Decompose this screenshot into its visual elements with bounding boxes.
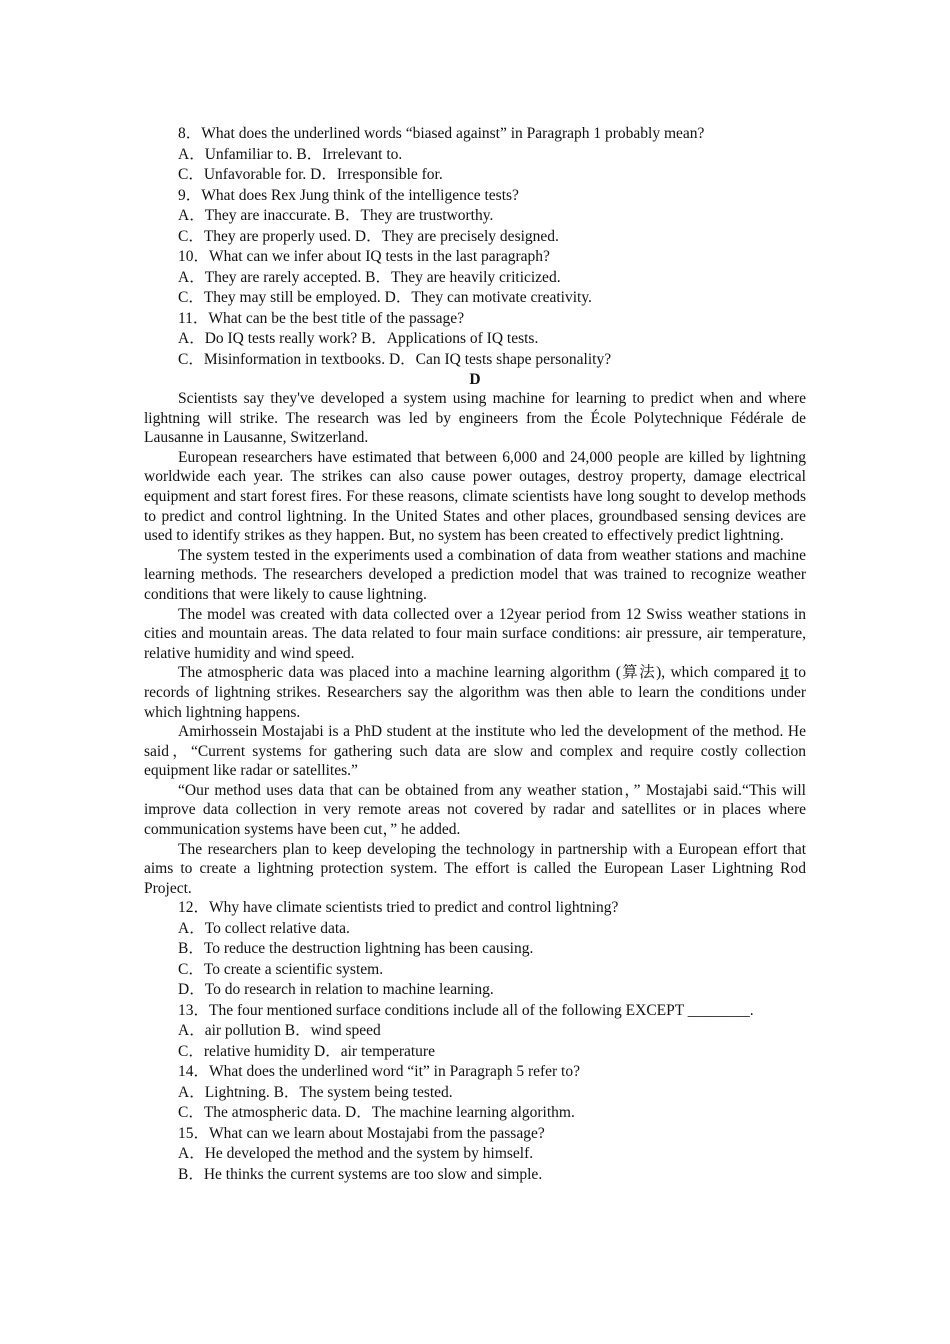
paragraph-1: Scientists say they've developed a system using machine for learning to predict when and where lightning will strike. The research was led by engineers from the École Polytechnique Fédérale de Lausanne in Lausanne, Switzerland. bbox=[144, 390, 806, 447]
document-page bbox=[144, 124, 806, 1185]
answer-options: A．Do IQ tests really work? B．Applications of IQ tests. bbox=[178, 330, 539, 347]
paragraph-4: The model was created with data collected over a 12year period from 12 Swiss weather stations in cities and mountain areas. The data related to four main surface conditions: air pressure, air temperature, relative humidity and wind speed. bbox=[144, 605, 806, 662]
question-14 bbox=[144, 1062, 806, 1124]
paragraph-7: “Our method uses data that can be obtained from any weather station，” Mostajabi said.“This will improve data collection in very remote areas not covered by radar and satellites or in places where communication systems have been cut，” he added. bbox=[144, 781, 806, 839]
answer-options: C．They are properly used. D．They are precisely designed. bbox=[178, 227, 559, 245]
answer-options: A．Unfamiliar to. B．Irrelevant to. bbox=[178, 145, 403, 163]
question-13 bbox=[144, 1001, 806, 1063]
question-11 bbox=[144, 309, 806, 371]
paragraph-8: The researchers plan to keep developing the technology in partnership with a European effort that aims to create a lightning protection system. The effort is called the European Laser Lightning Rod Project. bbox=[144, 840, 806, 897]
paragraph-5-text: The atmospheric data was placed into a machine learning algorithm (算法), which compared bbox=[178, 664, 781, 682]
question-stem: 14．What does the underlined word “it” in Paragraph 5 refer to? bbox=[178, 1063, 580, 1081]
answer-option: B．He thinks the current systems are too slow and simple. bbox=[178, 1165, 543, 1183]
passage bbox=[144, 389, 806, 898]
question-stem: 9．What does Rex Jung think of the intelligence tests? bbox=[178, 186, 519, 204]
question-stem: 11．What can be the best title of the passage? bbox=[178, 309, 465, 327]
answer-option: D．To do research in relation to machine learning. bbox=[178, 981, 494, 999]
question-stem: 15．What can we learn about Mostajabi from the passage? bbox=[178, 1124, 545, 1142]
answer-options: A．They are rarely accepted. B．They are heavily criticized. bbox=[178, 268, 561, 286]
underlined-word: it bbox=[780, 664, 789, 682]
paragraph-2: European researchers have estimated that between 6,000 and 24,000 people are killed by lightning worldwide each year. The strikes can also cause power outages, destroy property, damage electrical equipment and start forest fires. For these reasons, climate scientists have long sought to develop methods to predict and control lightning. In the United States and other places, groundbased sensing devices are used to identify strikes as they happen. But, no system has been created to effectively predict lightning. bbox=[144, 448, 806, 545]
section-heading: D bbox=[469, 371, 481, 388]
answer-options: A．They are inaccurate. B．They are trustworthy. bbox=[178, 207, 494, 224]
question-stem: 10．What can we infer about IQ tests in the last paragraph? bbox=[178, 248, 550, 265]
question-10 bbox=[144, 247, 806, 309]
answer-options: C．relative humidity D．air temperature bbox=[178, 1042, 435, 1060]
answer-options: A．air pollution B．wind speed bbox=[178, 1022, 381, 1040]
answer-options: C．Misinformation in textbooks. D．Can IQ tests shape personality? bbox=[178, 350, 612, 368]
question-8 bbox=[144, 124, 806, 186]
question-15 bbox=[144, 1124, 806, 1186]
answer-options: C．Unfavorable for. D．Irresponsible for. bbox=[178, 166, 443, 183]
answer-option: A．He developed the method and the system by himself. bbox=[178, 1145, 534, 1163]
answer-options: C．They may still be employed. D．They can motivate creativity. bbox=[178, 289, 592, 306]
paragraph-3: The system tested in the experiments used a combination of data from weather stations and machine learning methods. The researchers developed a prediction model that was trained to recognize weather conditions that were likely to cause lightning. bbox=[144, 546, 806, 603]
answer-option: B．To reduce the destruction lightning has been causing. bbox=[178, 940, 534, 958]
question-9 bbox=[144, 186, 806, 248]
question-stem: 12．Why have climate scientists tried to predict and control lightning? bbox=[178, 899, 619, 917]
answer-option: C．To create a scientific system. bbox=[178, 960, 384, 978]
paragraph-5-text: to records of lightning strikes. Researchers say the algorithm was then able to learn the conditions under which lightning happens. bbox=[144, 664, 806, 721]
answer-option: A．To collect relative data. bbox=[178, 919, 350, 937]
paragraph-5 bbox=[144, 663, 806, 722]
answer-options: C．The atmospheric data. D．The machine learning algorithm. bbox=[178, 1104, 575, 1122]
question-12 bbox=[144, 898, 806, 1001]
paragraph-6: Amirhossein Mostajabi is a PhD student at the institute who led the development of the method. He said，“Current systems for gathering such data are slow and complex and require costly collection equipment like radar or satellites.” bbox=[144, 723, 806, 780]
answer-options: A．Lightning. B．The system being tested. bbox=[178, 1083, 453, 1101]
question-stem: 13．The four mentioned surface conditions include all of the following EXCEPT ________. bbox=[178, 1001, 754, 1019]
question-stem: 8．What does the underlined words “biased against” in Paragraph 1 probably mean? bbox=[178, 125, 705, 142]
